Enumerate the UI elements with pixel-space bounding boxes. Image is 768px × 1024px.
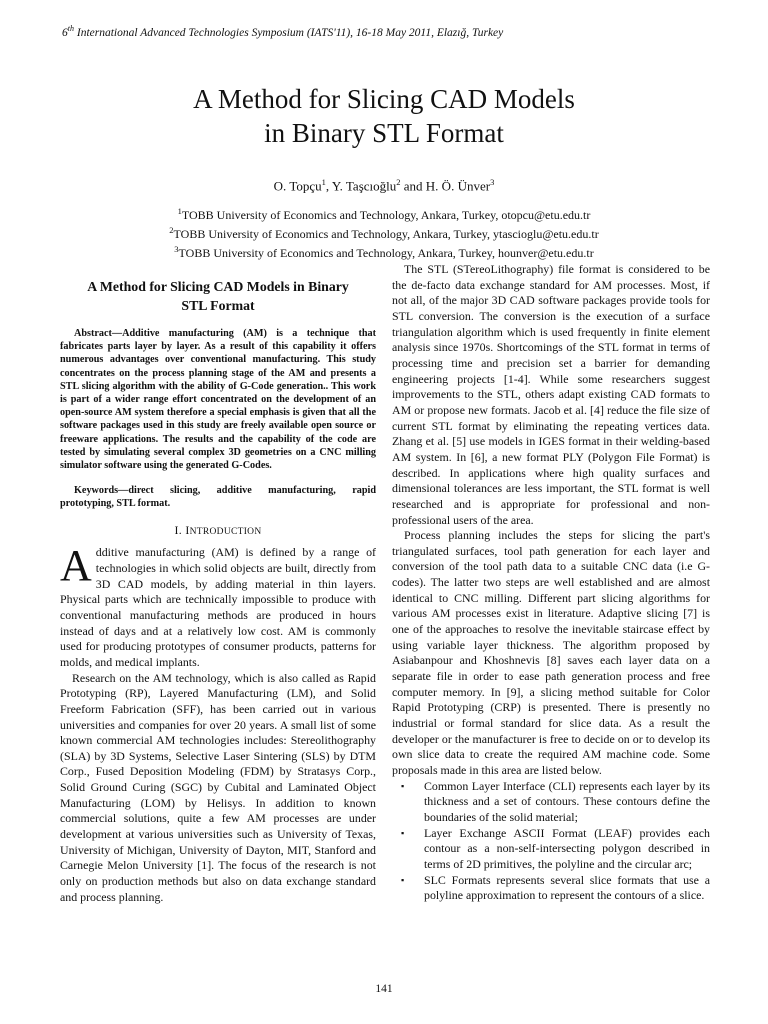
slice-format-list [392, 779, 710, 904]
page-number: 141 [375, 983, 393, 995]
left-column [60, 273, 376, 905]
author-sep: , [325, 178, 332, 194]
affiliation-text: TOBB University of Economics and Technology, Ankara, Turkey, hounver@etu.edu.tr [178, 246, 594, 260]
bullet-icon: ▪ [401, 827, 405, 838]
affiliation [0, 242, 768, 261]
affiliation-sup: 3 [174, 244, 179, 254]
affiliation-text: TOBB University of Economics and Technology, Ankara, Turkey, otopcu@etu.edu.tr [181, 208, 591, 222]
affiliation-list [0, 204, 768, 261]
right-column [392, 262, 710, 904]
author-sup: 3 [490, 177, 495, 187]
author-name: O. Topçu [273, 178, 322, 194]
stl-paragraph: The STL (STereoLithography) file format is considered to be the de-facto data exchange standard for AM processes. Most, if not all, of the major 3D CAD software packages provide tools for STL conversion. The conversion is the execution of a surface triangulation algorithm which is used frequently in finite element analysis since 1970s. Shortcomings of the STL format in terms of processing time and precision set a barrier for demanding engineering projects [1-4]. While some researchers suggest improvements to the STL, others adapt existing CAD formats to AM or propose new formats. Jacob et al. [4] reduce the file size of current STL format by eliminating the repeating vertices data. Zhang et al. [5] use models in IGES format in their welding-based AM system. In [6], a new format PLY (Polygon File Format) is described. In applications where high quality surfaces and dimensional tolerances are less important, the STL format is well researched and is appropriate for professional and non-professional users of the area. [392, 262, 710, 527]
section-title-first-letter: I [185, 522, 190, 537]
intro-paragraph-1 [60, 541, 376, 670]
intro-paragraph-2: Research on the AM technology, which is also called as Rapid Prototyping (RP), Layered Manufacturing (LM), and Solid Freeform Fabrication (SFF), has been carried out in various universities and companies for over 20 years. A small list of some known commercial AM technologies includes: Stereolithography (SLA) by 3D Systems, Selective Laser Sintering (SLS) by DTM Corp., Fused Deposition Modeling (FDM) by Stratasys Corp., Solid Ground Curing (SGC) by Cubital and Laminated Object Manufacturing (LOM) by Helisys. In addition to known commercial solutions, quite a few AM processes are under development at various universities such as University of Texas, University of Michigan, University of Dayton, MIT, Stanford and Carnegie Melon University [1]. The focus of the research is not only on production methods but also on data exchange standard and process planning. [60, 670, 376, 904]
list-item-text: Common Layer Interface (CLI) represents each layer by its thickness and a set of contours. These contours define the boundaries of the solid material; [424, 778, 710, 824]
bullet-icon: ▪ [401, 780, 405, 791]
author-sup: 2 [396, 177, 401, 187]
affiliation [0, 223, 768, 242]
author-name: H. Ö. Ünver [425, 178, 491, 194]
paper-title [0, 82, 768, 150]
affiliation-text: TOBB University of Economics and Technology, Ankara, Turkey, ytascioglu@etu.edu.tr [173, 227, 599, 241]
author-list [0, 177, 768, 194]
keywords: Keywords—direct slicing, additive manufacturing, rapid prototyping, STL format. [60, 485, 376, 510]
affiliation [0, 204, 768, 223]
list-item [392, 779, 710, 826]
author-sup: 1 [321, 177, 326, 187]
bullet-icon: ▪ [401, 874, 405, 885]
list-item-text: SLC Formats represents several slice formats that use a polyline approximation to represent the contours of a slice. [424, 872, 710, 903]
list-item-text: Layer Exchange ASCII Format (LEAF) provides each contour as a non-self-intersecting polygon described in terms of 2D primitives, the polyline and the circular arc; [424, 825, 710, 871]
header-ordinal-suffix: th [67, 24, 74, 33]
column-heading: A Method for Slicing CAD Models in Binary STL Format [87, 279, 349, 313]
process-planning-paragraph: Process planning includes the steps for slicing the part's triangulated surfaces, tool path generation for each layer and conversion of the tool path data to a suitable CNC data (i.e G-codes). The latter two steps are well established and are almost identical to CNC milling. Different part slicing algorithms for various AM processes exist in literature. Adaptive slicing [7] is one of the approaches to resolve the inevitable staircase effect by using variable layer thickness. The algorithm proposed by Asiabanpour and Khoshnevis [8] saves each layer data on a separate file in order to ease path generation process and free computer memory. In [9], a slicing method suitable for Color Rapid Prototyping (CRP) is presented. There is presently no industrial or formal standard for slice data. As a result the developer or the manufacturer is free to decide on or to develop its own slice data to create the required AM machine code. Some proposals made in this area are listed below. [392, 528, 710, 777]
affiliation-sup: 2 [169, 225, 174, 235]
author-name: Y. Taşcıoğlu [331, 178, 397, 194]
section-title-rest: NTRODUCTION [189, 526, 262, 537]
title-line-2: in Binary STL Format [264, 118, 504, 148]
author-sep: and [400, 178, 426, 194]
header-ordinal: 6 [62, 26, 68, 39]
header-text: International Advanced Technologies Symposium (IATS'11), 16-18 May 2011, Elazığ, Turkey [73, 26, 504, 39]
intro-paragraph-1-text: dditive manufacturing (AM) is defined by a range of technologies in which solid objects are built, directly from 3D CAD models, by adding material in thin layers. Physical parts which are technically impossible to produce with conventional manufacturing methods are produced in hours instead of days and at a relatively low cost. AM is commonly used for producing prototypes of consumer products, patterns for molds, and medical implants. [60, 545, 376, 669]
list-item [392, 826, 710, 873]
affiliation-sup: 1 [177, 206, 182, 216]
conference-header [62, 24, 503, 39]
drop-cap: A [60, 541, 92, 591]
section-number: I. [174, 522, 183, 537]
title-line-1: A Method for Slicing CAD Models [193, 84, 575, 114]
list-item [392, 873, 710, 904]
section-heading-introduction [60, 523, 376, 541]
abstract: Abstract—Additive manufacturing (AM) is a technique that fabricates parts layer by layer. As a result of this capability it offers numerous advantages over conventional manufacturing. This study concentrates on the process planning stage of the AM and presents a STL slicing algorithm with the ability of G-Code generation.. This work is part of a wider range effort concentrated on the development of an open-source AM system therefore a special emphasis is given that all the software packages used in this study are freely available open source or freeware applications. The results and the capability of the code are tested by simulating several complex 3D geometries on a CNC milling simulator software using the generated G-Codes. [60, 328, 376, 472]
